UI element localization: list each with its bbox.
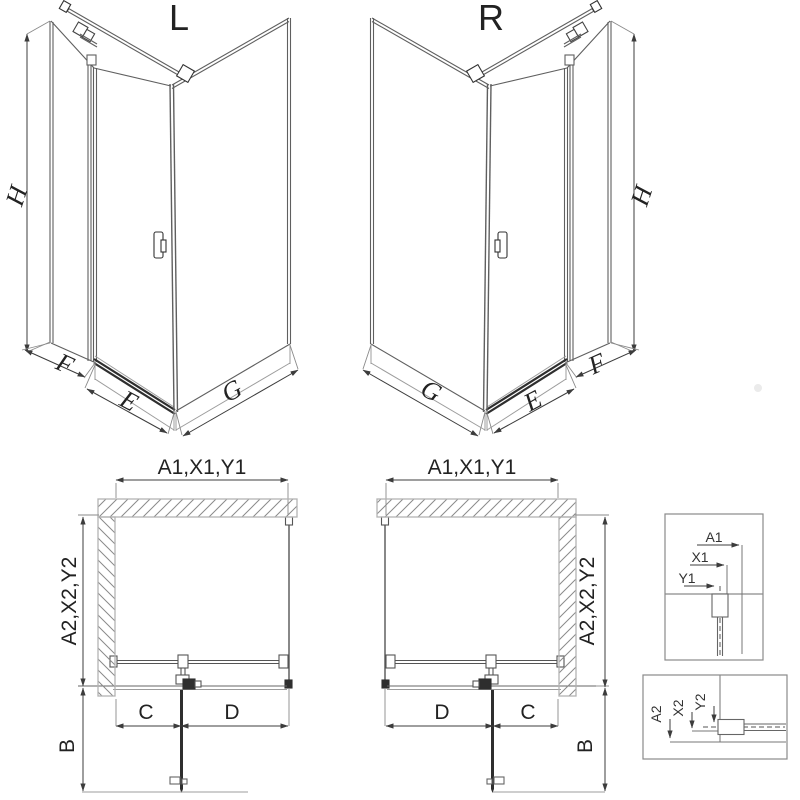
- shower-tray: [95, 344, 290, 431]
- plan-view-left: [56, 456, 297, 792]
- door-swing-label-left: B: [56, 738, 79, 754]
- dim-a2-left: [78, 515, 99, 686]
- door-panel: [87, 55, 171, 362]
- detail-a1-label: A1: [705, 529, 723, 545]
- hinge-bracket: [87, 55, 96, 65]
- wall-profile-section-plan: [718, 720, 744, 735]
- detail-x2-label: X2: [670, 699, 686, 717]
- door-pivot: [183, 679, 201, 689]
- detail-y1-label: Y1: [678, 570, 696, 586]
- dim-label-f-left: F: [51, 347, 79, 381]
- wall-side-left-plan: [98, 517, 115, 696]
- depth-dim-label-left: A2,X2,Y2: [58, 556, 81, 646]
- door-handle: [154, 232, 166, 258]
- width-dim-label-left: A1,X1,Y1: [157, 456, 247, 479]
- wall-top-right-plan: [377, 499, 576, 517]
- detail-inset-a2: [643, 675, 787, 759]
- variant-label-left: L: [168, 0, 190, 38]
- watermark-dot: [754, 384, 762, 392]
- detail-a2-label: A2: [648, 705, 664, 723]
- dim-label-e-left: E: [115, 384, 143, 418]
- dim-h: [27, 21, 50, 352]
- dim-label-h-left: H: [0, 182, 34, 210]
- wall-hinge-block: [285, 680, 292, 688]
- dim-label-c-right: C: [520, 701, 536, 724]
- open-door: [170, 690, 187, 793]
- door-handle-plan: [170, 777, 180, 784]
- dim-label-e-right: E: [519, 384, 547, 418]
- stabilizer-bar: [110, 655, 288, 684]
- detail-inset-a1: [665, 514, 763, 660]
- variant-label-right: R: [478, 0, 504, 38]
- corner-clamp: [177, 65, 195, 83]
- detail-x1-label: X1: [691, 549, 709, 565]
- depth-dim-label-right: A2,X2,Y2: [576, 556, 599, 646]
- dim-label-f-right: F: [583, 347, 611, 381]
- wall-profile-section: [712, 594, 728, 617]
- dim-label-h-right: H: [624, 182, 659, 210]
- dim-label-g-right: G: [416, 373, 447, 409]
- detail-y2-label: Y2: [692, 693, 708, 711]
- dim-label-d-right: D: [434, 701, 450, 724]
- dim-label-c-left: C: [138, 701, 154, 724]
- corner-post: [170, 84, 178, 412]
- wall-top-left-plan: [98, 499, 297, 517]
- side-panel-f: [50, 21, 96, 363]
- dim-b-left: [82, 688, 248, 792]
- door-swing-label-right: B: [574, 738, 597, 754]
- width-dim-label-right: A1,X1,Y1: [427, 456, 517, 479]
- dim-label-g-left: G: [216, 373, 247, 409]
- dim-label-d-left: D: [224, 701, 240, 724]
- wall-side-right-plan: [559, 517, 576, 696]
